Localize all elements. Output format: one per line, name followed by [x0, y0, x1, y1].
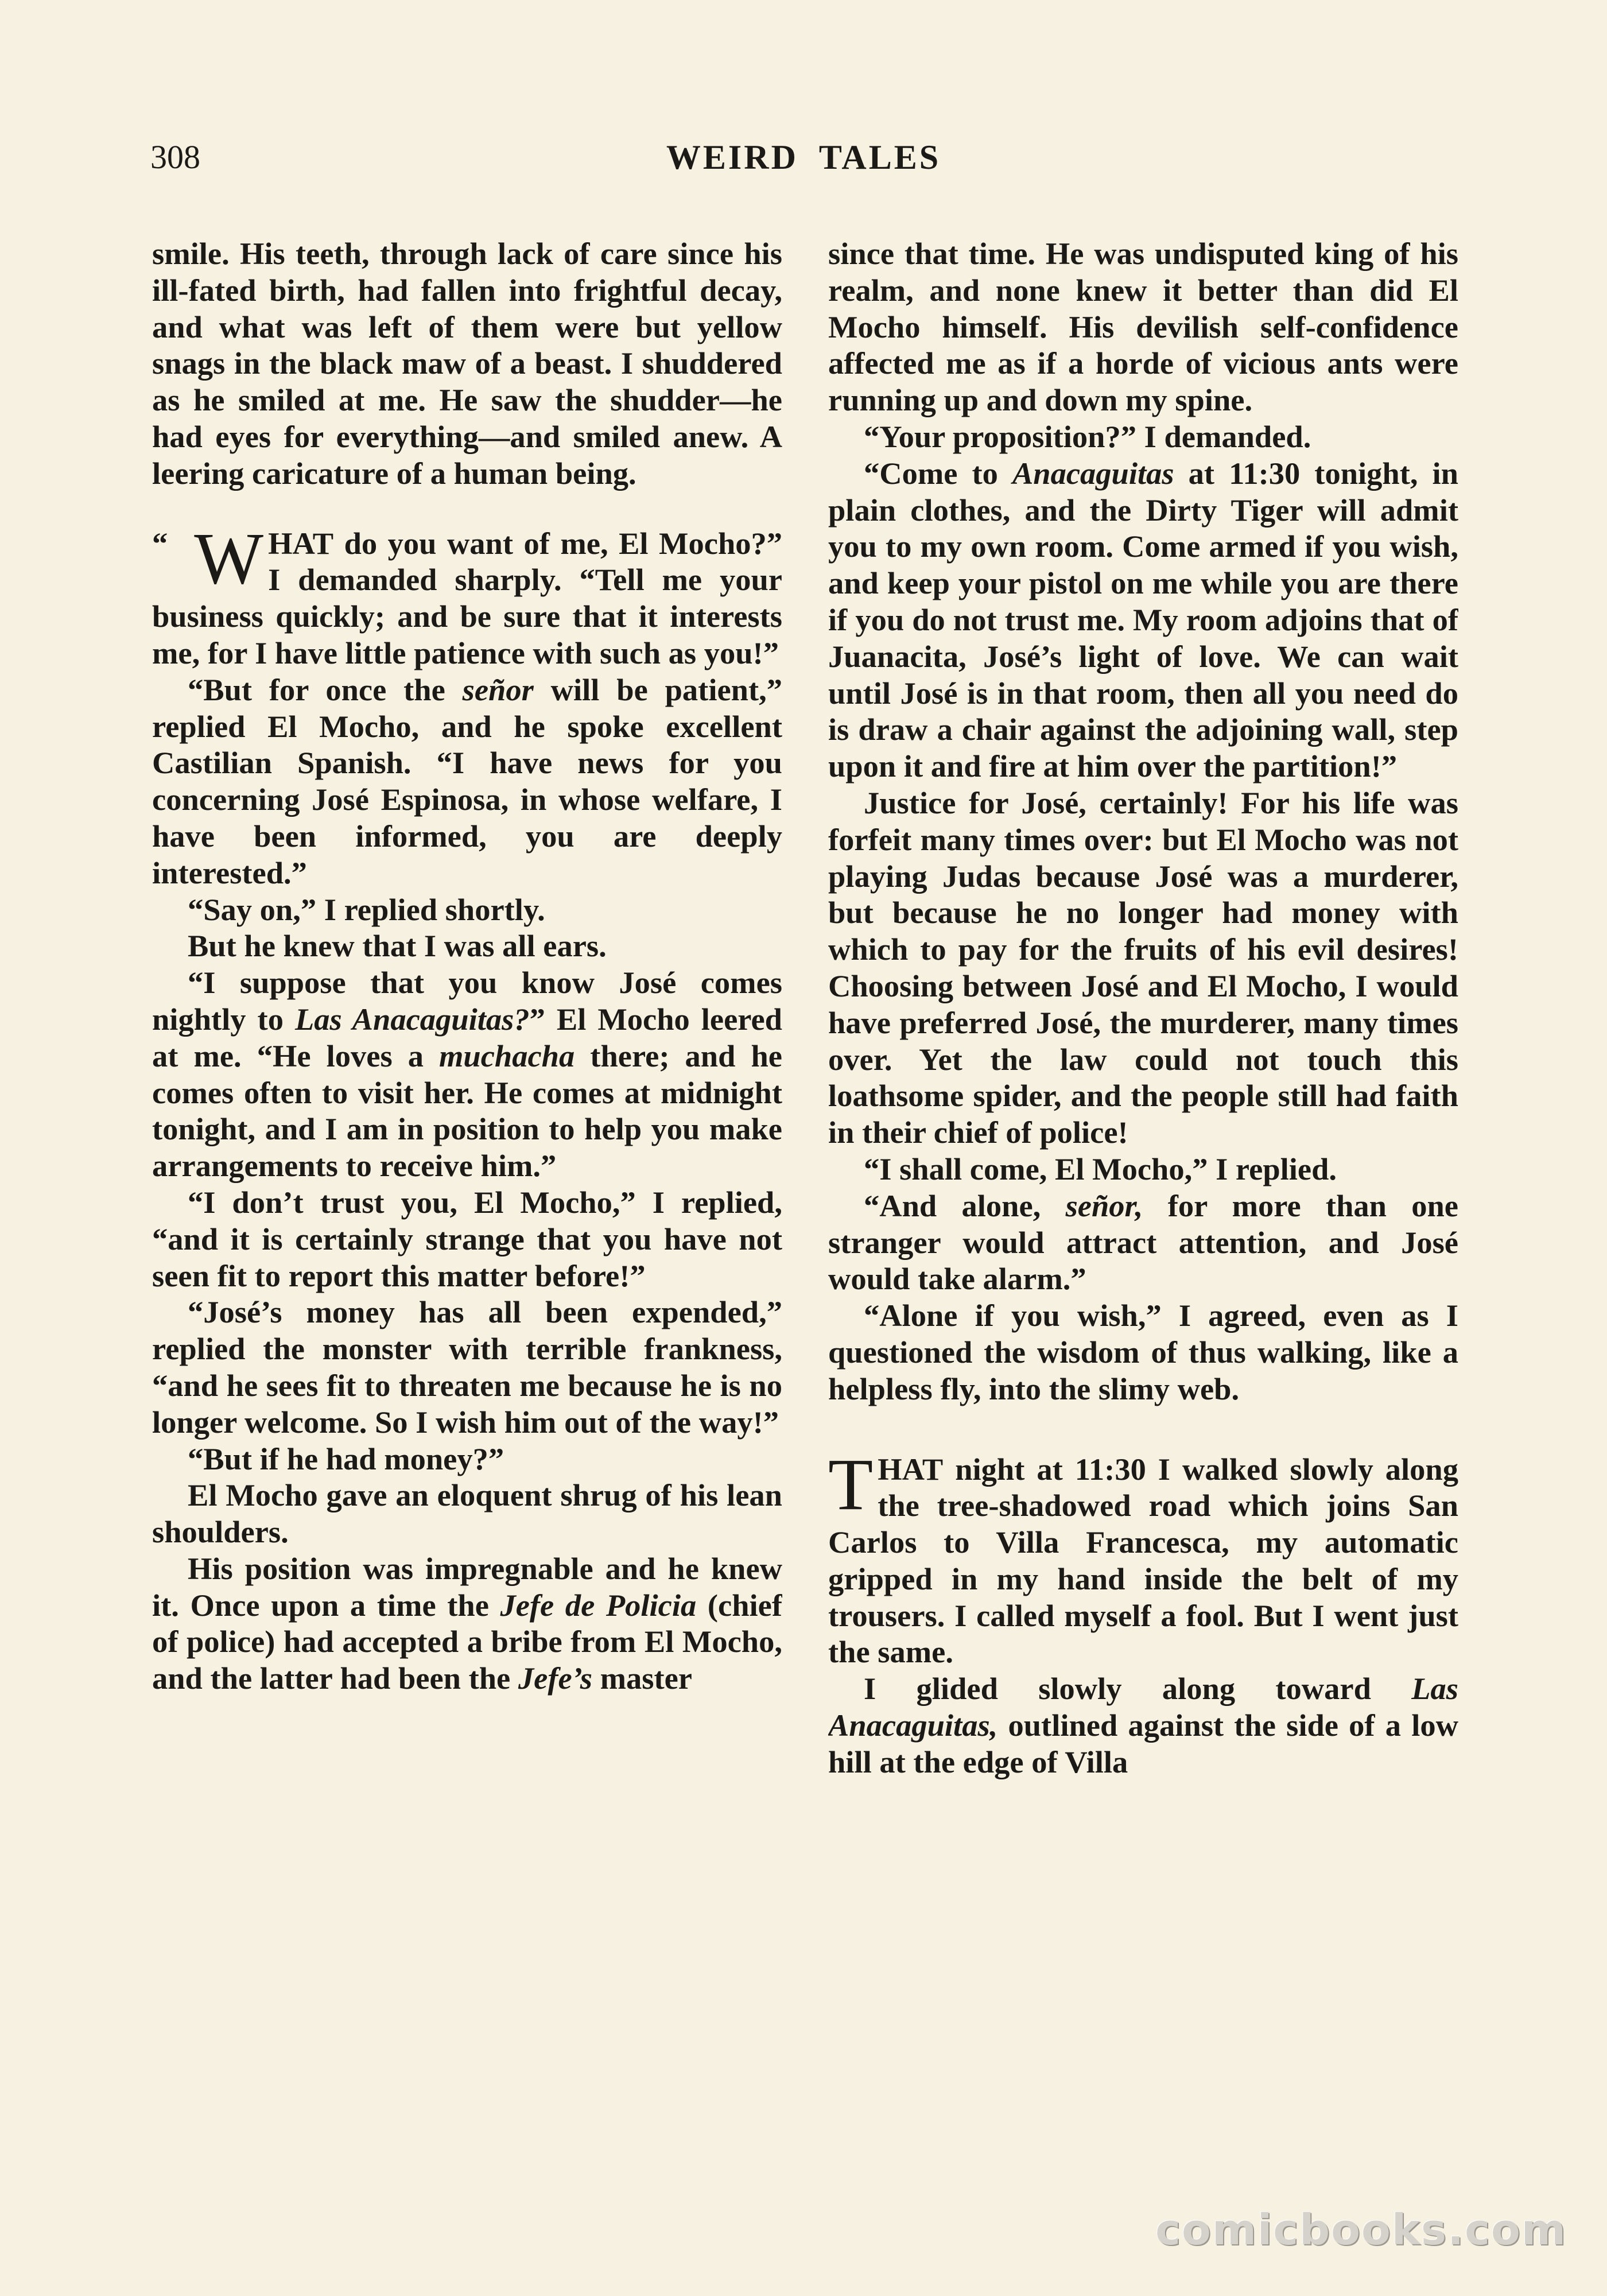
paragraph: since that time. He was undisputed king of his realm, and none knew it better than did El Mocho himself. His devilish self-confidence affected me as if a horde of vicious ants were running up and down my spine.: [828, 236, 1458, 418]
italic-text: Jefe de Policia: [500, 1587, 697, 1623]
paragraph: smile. His teeth, through lack of care since his ill-fated birth, had fallen into frightful decay, and what was left of them were but yellow snags in the black maw of a beast. I shuddered as he smiled at me. He saw the shudder—he had eyes for everything—and smiled anew. A leering caricature of a human being.: [152, 236, 782, 491]
paragraph: [828, 1188, 1458, 1297]
paragraph: [828, 455, 1458, 785]
paragraph: “I don’t trust you, El Mocho,” I replied, “and it is certainly strange that you have not seen fit to report this matter before!”: [152, 1184, 782, 1293]
text-run: for more than one stranger would attract attention, and José would take alarm.”: [828, 1188, 1458, 1297]
page-header: [150, 138, 1457, 189]
text-run: I glided slowly along toward: [864, 1671, 1412, 1707]
small-caps-text: HAT: [878, 1451, 944, 1487]
italic-text: Las Anacaguitas?: [294, 1001, 530, 1037]
italic-text: Las Anacaguitas,: [828, 1671, 1458, 1743]
paragraph-dropcap: [828, 1451, 1458, 1671]
paragraph-text: do you want of me, El Mocho?” I demanded sharply. “Tell me your business quickly; and be sure that it interests me, for I have little patience with such as you!”: [152, 525, 782, 670]
text-run: “But for once the: [188, 672, 463, 707]
paragraph-dropcap: [152, 525, 782, 672]
right-column: [828, 235, 1458, 2147]
drop-cap: W: [194, 525, 264, 599]
running-head: WEIRD TALES: [666, 138, 941, 176]
paragraph: [152, 1550, 782, 1697]
watermark: comicbooks.com: [1155, 2205, 1567, 2255]
paragraph: “Your proposition?” I demanded.: [864, 418, 1311, 454]
italic-text: muchacha: [439, 1038, 575, 1073]
text-run: there; and he comes often to visit her. He comes at midnight tonight, and I am in position to help you make arrangements to receive him.”: [152, 1038, 782, 1184]
paragraph: “Alone if you wish,” I agreed, even as I questioned the wisdom of thus walking, like a helpless fly, into the slimy web.: [828, 1298, 1458, 1406]
text-run: “And alone,: [864, 1188, 1066, 1223]
left-column: [152, 235, 782, 2147]
paragraph: Justice for José, certainly! For his life was forfeit many times over: but El Mocho was not playing Judas because José was a murderer, but because he no longer had money with which to pay for the fruits of his evil desires! Choosing between José and El Mocho, I would have preferred José, the murderer, many times over. Yet the law could not touch this loathsome spider, and the people still had faith in their chief of police!: [828, 785, 1458, 1150]
italic-text: señor: [462, 672, 534, 707]
paragraph-text: night at 11:30 I walked slowly along the tree-shadowed road which joins San Carlos to Villa Francesca, my automatic gripped in my hand inside the belt of my trousers. I called myself a fool. But I went just the same.: [828, 1451, 1458, 1670]
text-run: ” El Mocho leered at me. “He loves a: [152, 1001, 782, 1073]
opening-quote: “: [152, 525, 168, 561]
italic-text: señor,: [1065, 1188, 1143, 1223]
text-run: master: [592, 1661, 692, 1696]
text-run: will be patient,” replied El Mocho, and he spoke excellent Castilian Spanish. “I have news for you concerning José Espinosa, in whose welfare, I have been informed, you are deeply interested.”: [152, 672, 782, 890]
text-run: outlined against the side of a low hill at the edge of Villa: [828, 1708, 1458, 1779]
text-run: “Come to: [864, 455, 1012, 491]
drop-cap: T: [828, 1450, 874, 1525]
text-run: “I suppose that you know José comes nightly to: [152, 965, 782, 1037]
paragraph: [828, 1670, 1458, 1780]
paragraph: El Mocho gave an eloquent shrug of his lean shoulders.: [152, 1477, 782, 1550]
paragraph: [152, 672, 782, 891]
paragraph: “I shall come, El Mocho,” I replied.: [864, 1151, 1337, 1186]
small-caps-text: HAT: [268, 525, 334, 561]
text-run: His position was impregnable and he knew it. Once upon a time the: [152, 1550, 782, 1623]
paragraph: [152, 964, 782, 1184]
paragraph: “José’s money has all been expended,” replied the monster with terrible frankness, “and he sees fit to threaten me because he is no longer welcome. So I wish him out of the way!”: [152, 1294, 782, 1440]
italic-text: Jefe’s: [518, 1661, 592, 1696]
italic-text: Anacaguitas: [1012, 455, 1174, 491]
paragraph: “But if he had money?”: [188, 1441, 504, 1476]
paragraph: “Say on,” I replied shortly.: [188, 891, 545, 927]
page-number: 308: [150, 138, 200, 176]
text-run: (chief of police) had accepted a bribe from El Mocho, and the latter had been the: [152, 1587, 782, 1696]
paragraph: But he knew that I was all ears.: [188, 928, 607, 964]
text-run: at 11:30 tonight, in plain clothes, and the Dirty Tiger will admit you to my own room. Come armed if you wish, and keep your pistol on me while you are there if you do not trust me. My room adjoins that of Juanacita, José’s light of love. We can wait until José is in that room, then all you need do is draw a chair against the adjoining wall, step upon it and fire at him over the partition!”: [828, 455, 1458, 784]
